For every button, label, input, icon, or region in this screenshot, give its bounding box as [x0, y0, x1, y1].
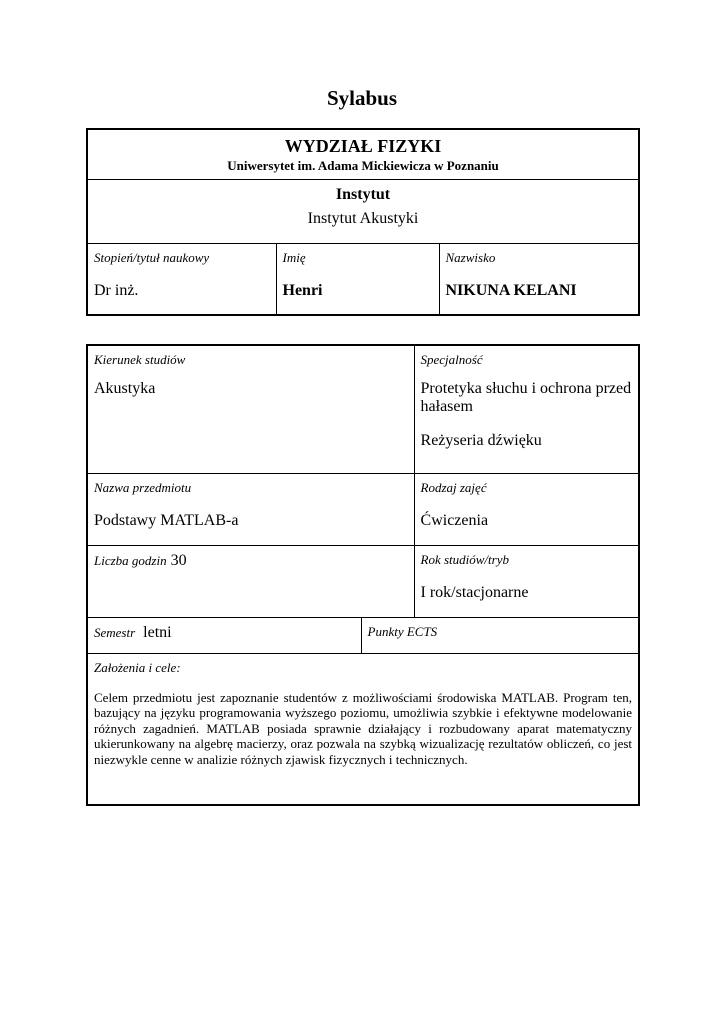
- year-label: Rok studiów/tryb: [420, 551, 509, 567]
- institute-cell: [87, 179, 639, 243]
- year-cell: [414, 545, 639, 617]
- specialty-value-2: Reżyseria dźwięku: [420, 432, 542, 449]
- institute-value: Instytut Akustyki: [307, 209, 419, 227]
- surname-cell: [439, 243, 639, 315]
- ects-label: Punkty ECTS: [367, 623, 438, 639]
- hours-label: Liczba godzin: [94, 552, 167, 568]
- faculty-cell: [87, 129, 639, 179]
- class-type-label: Rodzaj zajęć: [420, 479, 487, 495]
- document-title: Sylabus: [326, 86, 398, 110]
- goals-text: Celem przedmiotu jest zapoznanie studentów z możliwościami środowiska MATLAB. Program ten, bazujący na języku programowania wyższego poziomu, umożliwia szybkie i efektywne modelowanie różnych zagadnień. MATLAB posiada sprawnie działający i rozbudowany aparat matematyczny ukierunkowany na algebrę macierzy, oraz pozwala na szybką wizualizację rezultatów obliczeń, co jest niezwykle cenne w analizie różnych zjawisk fizycznych i technicznych.: [94, 689, 633, 767]
- subject-value: Podstawy MATLAB-a: [94, 511, 239, 529]
- specialty-cell: [414, 345, 639, 473]
- firstname-cell: [276, 243, 439, 315]
- ects-cell: [361, 617, 639, 653]
- goals-label: Założenia i cele:: [94, 659, 181, 675]
- field-cell: [87, 345, 414, 473]
- faculty-table: [86, 128, 640, 316]
- course-table: [86, 344, 640, 806]
- class-type-cell: [414, 473, 639, 545]
- hours-value: 30: [170, 551, 187, 569]
- goals-cell: [87, 653, 639, 805]
- degree-value: Dr inż.: [94, 281, 139, 299]
- institute-label: Instytut: [335, 185, 391, 203]
- firstname-value: Henri: [282, 281, 323, 299]
- subject-label: Nazwa przedmiotu: [94, 479, 192, 495]
- specialty-value-1: Protetyka słuchu i ochrona przed hałasem: [420, 380, 632, 415]
- semester-value: letni: [143, 623, 172, 641]
- firstname-label: Imię: [282, 249, 306, 265]
- faculty-name: WYDZIAŁ FIZYKI: [284, 136, 442, 156]
- semester-label: Semestr: [94, 624, 136, 640]
- field-label: Kierunek studiów: [94, 352, 186, 367]
- semester-cell: [87, 617, 361, 653]
- surname-label: Nazwisko: [445, 249, 496, 265]
- specialty-label: Specjalność: [420, 352, 483, 367]
- degree-label: Stopień/tytuł naukowy: [94, 249, 210, 265]
- class-type-value: Ćwiczenia: [420, 511, 489, 529]
- hours-cell: [87, 545, 414, 617]
- subject-cell: [87, 473, 414, 545]
- degree-cell: [87, 243, 276, 315]
- university-name: Uniwersytet im. Adama Mickiewicza w Poznaniu: [227, 158, 499, 173]
- year-value: I rok/stacjonarne: [420, 583, 529, 601]
- surname-value: NIKUNA KELANI: [445, 281, 577, 299]
- field-value: Akustyka: [94, 380, 156, 397]
